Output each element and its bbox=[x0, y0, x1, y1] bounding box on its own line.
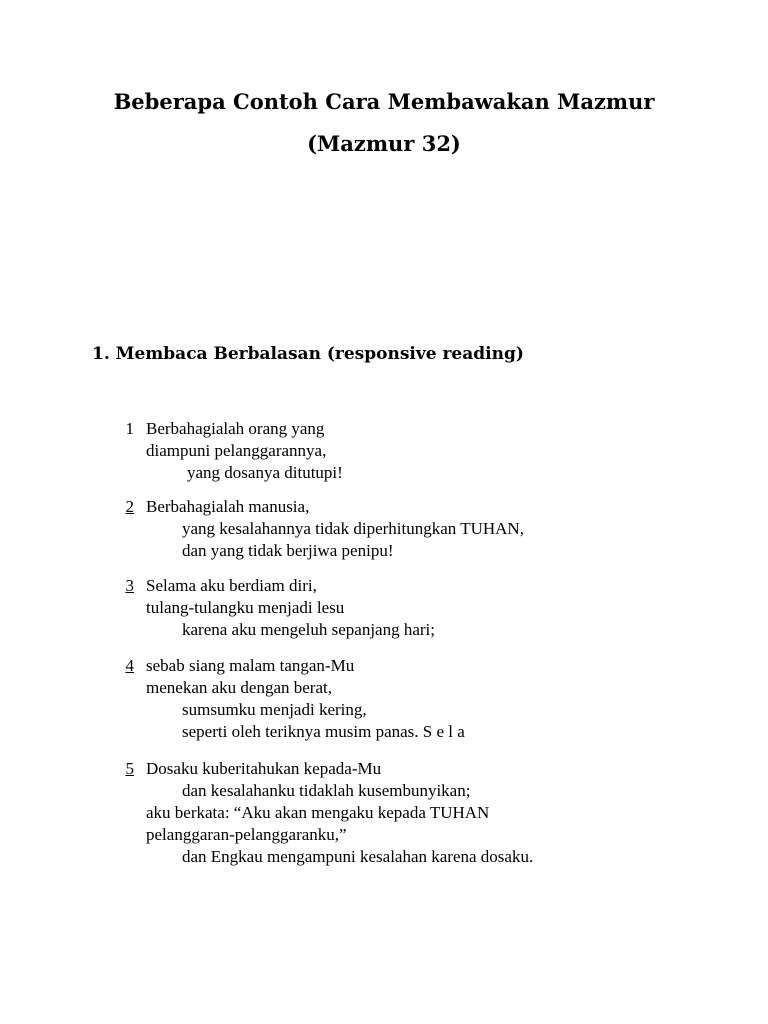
verse-line: dan Engkau mengampuni kesalahan karena dosaku. bbox=[182, 847, 534, 866]
verse-number: 3 bbox=[125, 576, 134, 595]
verse-line: Selama aku berdiam diri, bbox=[146, 576, 317, 595]
verse-number: 4 bbox=[125, 656, 134, 675]
verse-number: 1 bbox=[125, 419, 134, 438]
verse-line: aku berkata: “Aku akan mengaku kepada TUHAN bbox=[146, 803, 490, 822]
verse-line: karena aku mengeluh sepanjang hari; bbox=[182, 620, 436, 639]
verse-line: sumsumku menjadi kering, bbox=[182, 700, 367, 719]
verse-line: dan yang tidak berjiwa penipu! bbox=[182, 541, 394, 560]
verse-line: diampuni pelanggarannya, bbox=[146, 441, 327, 460]
verse-number: 5 bbox=[125, 759, 134, 778]
section-heading: 1. Membaca Berbalasan (responsive reading) bbox=[92, 344, 524, 364]
document-subtitle: (Mazmur 32) bbox=[307, 131, 461, 156]
verse-line: Dosaku kuberitahukan kepada-Mu bbox=[146, 759, 382, 778]
verse-line: Berbahagialah orang yang bbox=[146, 419, 325, 438]
verse-number: 2 bbox=[125, 497, 134, 516]
verse-line: sebab siang malam tangan-Mu bbox=[146, 656, 355, 675]
verse-line: yang kesalahannya tidak diperhitungkan TUHAN, bbox=[182, 519, 524, 538]
document-title: Beberapa Contoh Cara Membawakan Mazmur bbox=[113, 89, 655, 114]
verse-line: menekan aku dengan berat, bbox=[146, 678, 332, 697]
verse-line: tulang-tulangku menjadi lesu bbox=[146, 598, 345, 617]
verse-line: Berbahagialah manusia, bbox=[146, 497, 310, 516]
verse-line: dan kesalahanku tidaklah kusembunyikan; bbox=[182, 781, 471, 800]
verse-line: yang dosanya ditutupi! bbox=[187, 463, 343, 482]
verse-line: pelanggaran-pelanggaranku,” bbox=[146, 825, 347, 844]
verse-line: seperti oleh teriknya musim panas. S e l a bbox=[182, 722, 465, 741]
